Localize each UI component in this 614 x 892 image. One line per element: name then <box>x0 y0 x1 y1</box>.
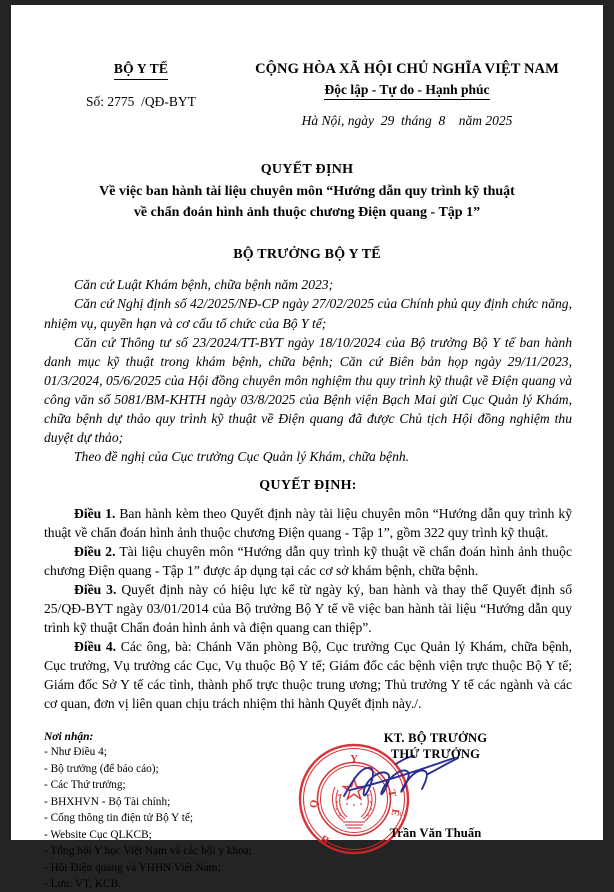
nation-motto: Độc lập - Tự do - Hạnh phúc <box>324 81 489 101</box>
article-3 <box>44 580 572 637</box>
recipient-item: - Lưu: VT, KCB. <box>44 877 121 890</box>
recipient-item: - Các Thứ trưởng; <box>44 779 126 792</box>
recipient-item: - Website Cục QLKCB; <box>44 828 152 841</box>
article-4 <box>44 637 572 713</box>
article-2-label: Điều 2. <box>74 543 116 559</box>
article-4-text: Các ông, bà: Chánh Văn phòng Bộ, Cục trưởng Cục Quản lý Khám, chữa bệnh, Cục trưởng, Vụ trưởng các Cục, Vụ thuộc Bộ Y tế; Giám đốc các bệnh viện trực thuộc Bộ Y tế; Giám đốc Sở Y tế các tỉnh, thành phố trực thuộc trung ương; Thủ trưởng Y tế các ngành và các cơ quan, đơn vị liên quan chịu trách nhiệm thi hành Quyết định này./. <box>44 638 573 712</box>
place-and-date: Hà Nội, ngày 29 tháng 8 năm 2025 <box>301 113 513 129</box>
preamble-paragraph: Căn cứ Thông tư số 23/2024/TT-BYT ngày 18/10/2024 của Bộ trưởng Bộ Y tế ban hành danh mục kỹ thuật trong khám bệnh, chữa bệnh; Căn cứ Biên bản họp ngày 29/11/2023, 01/3/2024, 05/6/2025 của Hội đồng chuyên môn nghiệm thu quy trình kỹ thuật về Điện quang và công văn số 5081/BM-KHTH ngày 03/8/2025 của Bệnh viện Bạch Mai gửi Cục Quản lý Khám, chữa bệnh dự thảo quy trình kỹ thuật về Điện quang đã được Chủ tịch Hội đồng nghiệm thu duyệt dự thảo; <box>44 334 572 445</box>
signer-role-line-1: KT. BỘ TRƯỞNG <box>383 731 488 746</box>
issuer-heading: BỘ TRƯỞNG BỘ Y TẾ <box>233 247 381 263</box>
article-1-text: Ban hành kèm theo Quyết định này tài liệu chuyên môn “Hướng dẫn quy trình kỹ thuật về chẩn đoán hình ảnh thuộc chương Điện quang - Tập 1”, gồm 322 quy trình kỹ thuật. <box>44 505 573 540</box>
document-footer <box>11 731 603 892</box>
article-1 <box>44 504 572 542</box>
header-left-column <box>37 60 237 110</box>
article-3-label: Điều 3. <box>74 581 117 597</box>
svg-text:T: T <box>385 789 398 799</box>
svg-text:Ế: Ế <box>388 808 401 817</box>
article-3-text: Quyết định này có hiệu lực kể từ ngày ký, ban hành và thay thế Quyết định số 25/QĐ-BYT ngày 03/01/2014 của Bộ trưởng Bộ Y tế về việc ban hành tài liệu “Hướng dẫn quy trình kỹ thuật Chẩn đoán hình ảnh và điện quang can thiệp”. <box>44 581 572 635</box>
article-4-label: Điều 4. <box>74 638 117 654</box>
article-2-text: Tài liệu chuyên môn “Hướng dẫn quy trình kỹ thuật về chẩn đoán hình ảnh thuộc chương Điện quang - Tập 1” được áp dụng tại các cơ sở khám bệnh, chữa bệnh. <box>44 543 573 578</box>
svg-text:Ọ: Ọ <box>308 799 321 809</box>
recipient-item: - Hội Điện quang và YHHN Việt Nam; <box>44 861 221 874</box>
signer-name: Trần Văn Thuấn <box>389 825 482 840</box>
recipient-item: - Bộ trưởng (để báo cáo); <box>44 762 159 775</box>
document-body <box>11 275 603 713</box>
document-page <box>11 5 603 890</box>
document-number: Số: 2775 /QĐ-BYT <box>86 93 196 109</box>
issuing-organization: BỘ Y TẾ <box>114 61 168 80</box>
recipient-item: - Tổng hội Y học Việt Nam và các hội y khoa; <box>44 845 252 858</box>
recipient-item: - Cổng thông tin điện tử Bộ Y tế; <box>44 812 193 825</box>
svg-text:Y: Y <box>350 754 358 766</box>
decide-heading: QUYẾT ĐỊNH: <box>259 477 357 493</box>
recipients-list <box>44 744 294 892</box>
article-2 <box>44 542 572 580</box>
recipient-item: - BHXHVN - Bộ Tài chính; <box>44 795 171 808</box>
header-right-column <box>237 60 577 130</box>
document-header <box>11 5 603 130</box>
decision-subject-line-2: về chẩn đoán hình ảnh thuộc chương Điện quang - Tập 1” <box>133 205 481 221</box>
recipients-block <box>44 731 294 892</box>
decision-subject-line-1: Về việc ban hành tài liệu chuyên môn “Hướng dẫn quy trình kỹ thuật <box>99 183 515 199</box>
preamble-paragraph: Căn cứ Luật Khám bệnh, chữa bệnh năm 2023; <box>74 277 334 293</box>
article-1-label: Điều 1. <box>74 505 116 521</box>
recipient-item: - Như Điều 4; <box>44 746 107 759</box>
title-block <box>11 161 603 223</box>
decision-heading: QUYẾT ĐỊNH <box>260 161 354 177</box>
svg-text:B: B <box>319 832 332 846</box>
preamble-paragraph: Theo đề nghị của Cục trưởng Cục Quản lý Khám, chữa bệnh. <box>74 448 410 464</box>
signer-role-line-2: THỨ TRƯỞNG <box>390 746 481 761</box>
recipients-title: Nơi nhận: <box>44 731 94 744</box>
nation-title: CỘNG HÒA XÃ HỘI CHỦ NGHĨA VIỆT NAM <box>255 61 559 77</box>
preamble-paragraph: Căn cứ Nghị định số 42/2025/NĐ-CP ngày 27/02/2025 của Chính phủ quy định chức năng, nhiệm vụ, quyền hạn và cơ cấu tổ chức của Bộ Y tế; <box>44 296 572 331</box>
signature-block <box>294 731 577 892</box>
